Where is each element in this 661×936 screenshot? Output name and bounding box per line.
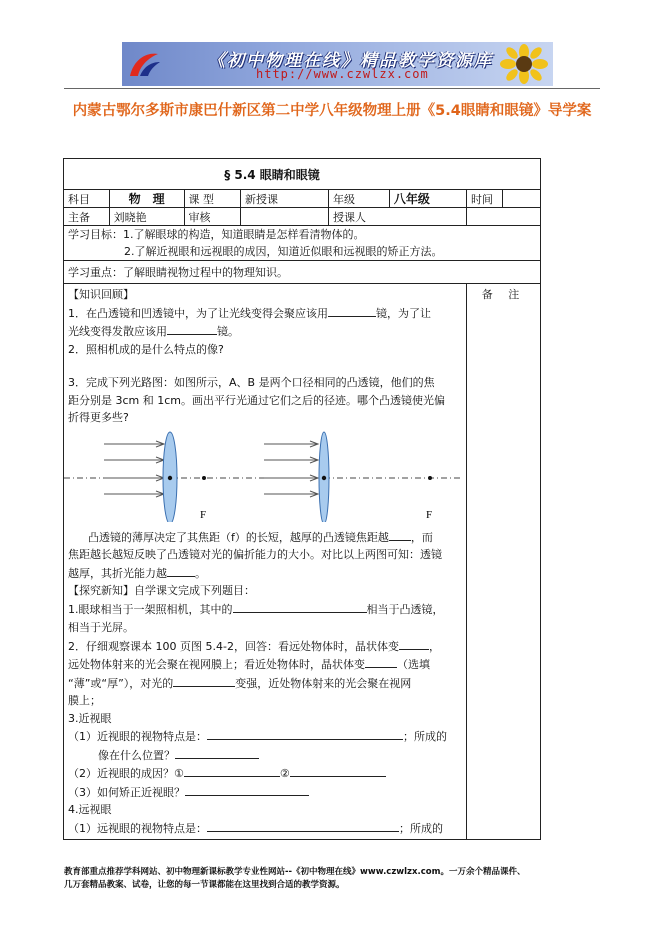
explore-2-cont-2: “薄”或“厚”），对光的 变强，近处物体射来的光会聚在视网 [68, 674, 462, 693]
answer-blank[interactable] [290, 764, 386, 777]
answer-blank[interactable] [167, 322, 217, 335]
lesson-title-text: § 5.4 眼睛和眼镜 [224, 167, 320, 182]
answer-blank[interactable] [207, 819, 399, 832]
parallel-rays-a [104, 441, 164, 497]
answer-blank[interactable] [207, 727, 403, 740]
focal-point-dot [202, 476, 206, 480]
banner-url: http://www.czwlzx.com [256, 67, 429, 81]
goal-1: 学习目标：1.了解眼球的构造，知道眼睛是怎样看清物体的。 [68, 228, 365, 241]
myopia-q1-cont: 像在什么位置？ [68, 746, 462, 765]
focal-label-b: F [426, 508, 433, 521]
lesson-type-value: 新授课 [241, 190, 329, 208]
notes-column [467, 284, 541, 840]
question-1-cont: 光线变得发散应该用 镜。 [68, 322, 462, 341]
lens-paragraph-1: 凸透镜的薄厚决定了其焦距（f）的长短，越厚的凸透镜焦距越 ，而 [68, 528, 462, 547]
lens-center-dot [322, 475, 326, 479]
answer-blank[interactable] [184, 764, 280, 777]
question-3-line-1: 3．完成下列光路图：如图所示，A、B 是两个口径相同的凸透镜，他们的焦 [68, 376, 435, 389]
header-rule [64, 88, 600, 89]
question-3-line-3: 折得更多些? [68, 411, 129, 424]
site-logo-icon [128, 50, 162, 80]
info-row-1 [64, 190, 541, 208]
focal-label-a: F [200, 508, 207, 521]
myopia-q3: （3）如何矫正近视眼？ [68, 783, 462, 802]
lens-center-dot [168, 475, 172, 479]
explore-2-cont-1: 远处物体射来的光会聚在视网膜上；看近处物体时，晶状体变 （选填 [68, 655, 462, 674]
content-cell [64, 284, 467, 840]
document-title: 内蒙古鄂尔多斯市康巴什新区第二中学八年级物理上册《5.4眼睛和眼镜》导学案 [72, 103, 592, 119]
grade-value: 八年级 [389, 190, 466, 208]
footer [64, 866, 604, 892]
header-banner [122, 42, 553, 86]
info-row-2 [64, 208, 541, 226]
lesson-type-label: 课 型 [184, 190, 240, 208]
time-value [503, 190, 541, 208]
answer-blank[interactable] [175, 746, 259, 759]
review-heading: 【知识回顾】 [68, 288, 134, 301]
preparer-label: 主备 [64, 208, 110, 226]
answer-blank[interactable] [389, 528, 411, 541]
focal-point-dot [428, 476, 432, 480]
hyperopia-heading: 4.远视眼 [68, 803, 112, 816]
subject-label: 科目 [64, 190, 110, 208]
footer-line-1: 教育部重点推荐学科网站、初中物理新课标教学专业性网站--《初中物理在线》www.czwlzx.com。一万余个精品课件、 [64, 867, 526, 877]
grade-label: 年级 [329, 190, 390, 208]
question-1: 1．在凸透镜和凹透镜中，为了让光线变得会聚应该用 镜，为了让 [68, 304, 462, 323]
key-point: 学习重点：了解眼睛视物过程中的物理知识。 [64, 261, 541, 284]
hyperopia-q1: （1）远视眼的视物特点是： ；所成的 [68, 819, 462, 838]
answer-blank[interactable] [365, 655, 397, 668]
preparer-value: 刘晓艳 [109, 208, 184, 226]
lens-paragraph-3: 越厚，其折光能力越 。 [68, 564, 462, 583]
spacer [68, 358, 462, 374]
answer-blank[interactable] [399, 637, 429, 650]
myopia-q1: （1）近视眼的视物特点是： ；所成的 [68, 727, 462, 746]
answer-blank[interactable] [167, 564, 195, 577]
answer-blank[interactable] [173, 674, 235, 687]
explore-1: 1.眼球相当于一架照相机，其中的 相当于凸透镜， [68, 600, 462, 619]
reviewer-value [241, 208, 329, 226]
explore-heading: 【探究新知】自学课文完成下列题目： [68, 584, 255, 597]
answer-blank[interactable] [233, 600, 367, 613]
subject-value: 物 理 [109, 190, 184, 208]
answer-blank[interactable] [328, 304, 376, 317]
sunflower-icon [499, 44, 549, 84]
notes-label: 备 注 [481, 288, 526, 301]
teacher-label: 授课人 [329, 208, 467, 226]
banner-title: 《初中物理在线》精品教学资源库 [208, 51, 493, 71]
time-label: 时间 [467, 190, 503, 208]
lesson-title [64, 159, 541, 190]
explore-2-cont-3: 膜上； [68, 694, 101, 707]
lens-diagram [64, 430, 462, 522]
answer-blank[interactable] [185, 783, 309, 796]
learning-goals [64, 226, 541, 261]
lens-paragraph-2: 焦距越长越短反映了凸透镜对光的偏折能力的大小。对比以上两图可知：透镜 [68, 548, 442, 561]
myopia-heading: 3.近视眼 [68, 711, 112, 725]
myopia-q2: （2）近视眼的成因？① ② [68, 764, 462, 783]
lesson-plan-table [63, 158, 541, 840]
question-2: 2．照相机成的是什么特点的像? [68, 342, 224, 356]
teacher-value [467, 208, 541, 226]
footer-line-2: 几万套精品教案、试卷，让您的每一节课都能在这里找到合适的教学资源。 [64, 880, 345, 890]
explore-1-cont: 相当于光屏。 [68, 621, 134, 634]
parallel-rays-b [264, 441, 318, 497]
explore-2: 2．仔细观察课本 100 页图 5.4-2，回答：看远处物体时，晶状体变 ， [68, 637, 462, 656]
question-3-line-2: 距分别是 3cm 和 1cm。画出平行光通过它们之后的径迹。哪个凸透镜使光偏 [68, 393, 446, 407]
goal-2: 2.了解近视眼和远视眼的成因，知道近似眼和远视眼的矫正方法。 [124, 245, 443, 258]
reviewer-label: 审核 [184, 208, 240, 226]
